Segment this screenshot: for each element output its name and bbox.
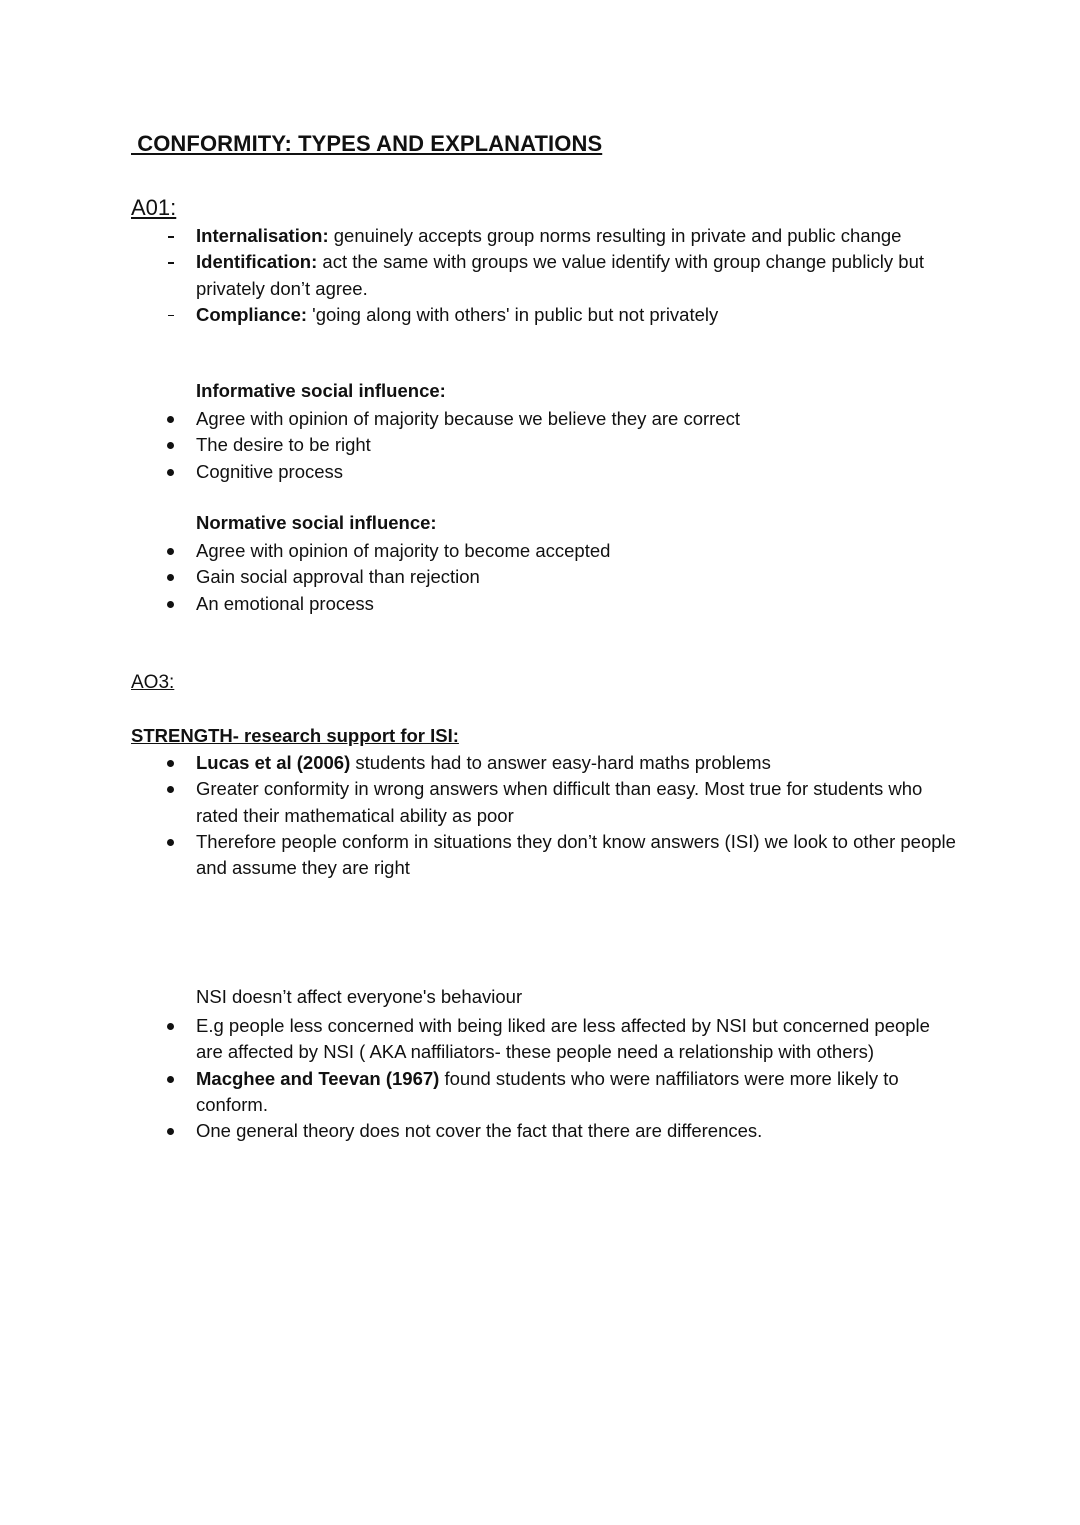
- list-item: [0, 591, 956, 617]
- list-item: [0, 1013, 956, 1066]
- page-title: CONFORMITY: TYPES AND EXPLANATIONS: [131, 131, 603, 156]
- term-description: genuinely accepts group norms resulting in private and public change: [328, 225, 902, 246]
- point-text: An emotional process: [196, 592, 374, 614]
- term: Identification:: [196, 251, 318, 273]
- isi-points-list: [0, 406, 1080, 485]
- list-item: [0, 459, 956, 485]
- list-item: [0, 1118, 956, 1144]
- nsi-points-list: [0, 538, 1080, 617]
- strength-points-list: [0, 750, 1080, 881]
- point-text: Agree with opinion of majority to become accepted: [196, 540, 611, 561]
- list-item: [0, 1066, 956, 1119]
- term-description: act the same with groups we value identify with group change publicly but privately don’t agree.: [196, 251, 925, 299]
- nsi-limitation-points-list: [0, 1013, 1080, 1144]
- point-text: Gain social approval than rejection: [196, 566, 480, 588]
- list-item: [0, 776, 956, 829]
- point-text: Agree with opinion of majority because we believe they are correct: [196, 408, 740, 429]
- point-text: The desire to be right: [196, 434, 371, 456]
- point-text: Greater conformity in wrong answers when difficult than easy. Most true for students who rated their mathematical ability as poor: [196, 778, 923, 826]
- section-heading-a03: AO3:: [131, 672, 175, 693]
- point-text: E.g people less concerned with being liked are less affected by NSI but concerned people are affected by NSI ( AKA naffiliators- these people need a relationship with others): [196, 1015, 930, 1063]
- study-citation: Lucas et al (2006): [196, 752, 351, 773]
- point-text: One general theory does not cover the fact that there are differences.: [196, 1120, 763, 1142]
- section-heading-a01: A01:: [131, 195, 177, 220]
- point-text: Therefore people conform in situations they don’t know answers (ISI) we look to other people and assume they are right: [196, 830, 956, 879]
- nsi-limitation-line: NSI doesn’t affect everyone's behaviour: [196, 986, 523, 1007]
- list-item: [0, 538, 956, 564]
- list-item: [0, 223, 956, 249]
- point-text: found students who were naffiliators were more likely to conform.: [196, 1067, 899, 1115]
- term: Compliance:: [196, 303, 308, 325]
- list-item: [0, 564, 956, 590]
- isi-heading: Informative social influence:: [196, 380, 446, 401]
- list-item: [0, 302, 956, 328]
- list-item: [0, 249, 956, 302]
- point-text: students had to answer easy-hard maths problems: [350, 752, 771, 773]
- nsi-heading: Normative social influence:: [196, 512, 437, 533]
- conformity-types-list: [0, 223, 1080, 328]
- point-text: Cognitive process: [196, 460, 344, 482]
- list-item: [0, 406, 956, 432]
- term-description: 'going along with others' in public but not privately: [307, 303, 719, 325]
- strength-heading: STRENGTH- research support for ISI:: [131, 725, 459, 746]
- study-citation: Macghee and Teevan (1967): [196, 1067, 440, 1089]
- term: Internalisation:: [196, 225, 329, 246]
- list-item: [0, 432, 956, 458]
- list-item: [0, 750, 956, 776]
- list-item: [0, 829, 956, 882]
